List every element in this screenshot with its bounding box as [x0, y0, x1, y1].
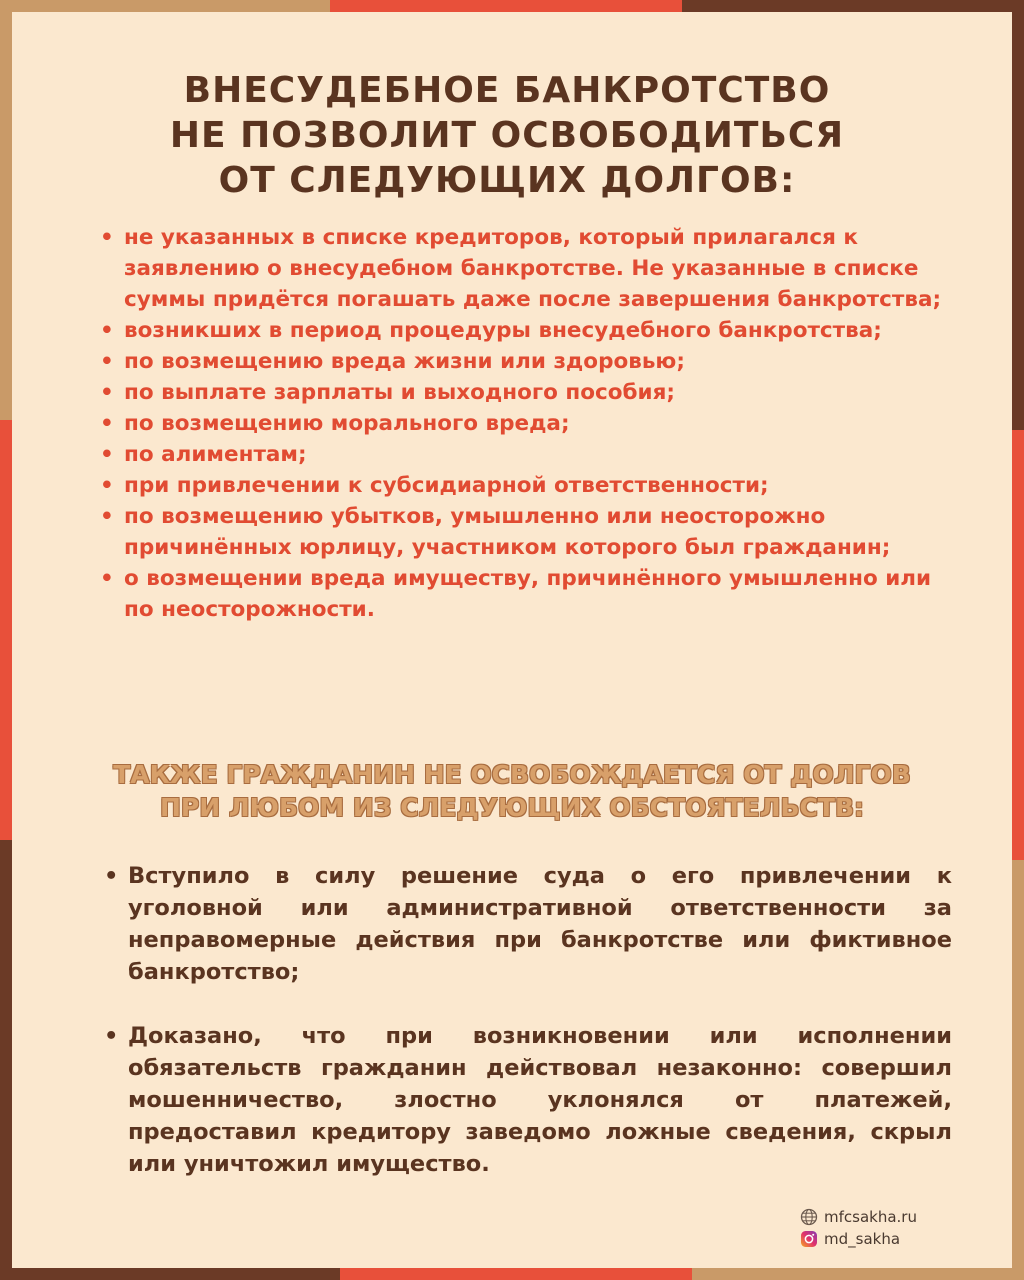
list-item: • возникших в период процедуры внесудебного банкротства;: [100, 315, 960, 346]
frame-right-bottom: [1012, 860, 1024, 1280]
frame-left-bottom: [0, 840, 12, 1280]
subtitle-line-2: ПРИ ЛЮБОМ ИЗ СЛЕДУЮЩИХ ОБСТОЯТЕЛЬСТВ:: [160, 793, 864, 822]
frame-bottom-left: [0, 1268, 340, 1280]
footer-contacts: [800, 1206, 917, 1250]
list-item: • при привлечении к субсидиарной ответственности;: [100, 470, 960, 501]
frame-bottom-right: [692, 1268, 1024, 1280]
frame-left-top: [0, 0, 12, 420]
title-line-3: ОТ СЛЕДУЮЩИХ ДОЛГОВ:: [218, 160, 796, 201]
frame-bottom-middle: [340, 1268, 692, 1280]
list-item: • Доказано, что при возникновении или исполнении обязательств гражданин действовал незаконно: совершил мошенничество, злостно уклонялся от платежей, предоставил кредитору заведомо ложные сведения, скрыл или уничтожил имущество.: [104, 1020, 952, 1180]
frame-top-middle: [330, 0, 682, 12]
frame-top-right: [682, 0, 1024, 12]
list-item: • по алиментам;: [100, 439, 960, 470]
circumstances-list: [104, 860, 952, 1180]
frame-right-top: [1012, 0, 1024, 430]
section-subtitle: [0, 758, 1024, 824]
list-item: • не указанных в списке кредиторов, который прилагался к заявлению о внесудебном банкротстве. Не указанные в списке суммы придётся погашать даже после завершения банкротства;: [100, 222, 960, 315]
page-title: [0, 68, 1014, 203]
list-item: • по возмещению убытков, умышленно или неосторожно причинённых юрлицу, участником которого был гражданин;: [100, 501, 960, 563]
subtitle-line-1: ТАКЖЕ ГРАЖДАНИН НЕ ОСВОБОЖДАЕТСЯ ОТ ДОЛГОВ: [113, 760, 911, 789]
title-line-1: ВНЕСУДЕБНОЕ БАНКРОТСТВО: [183, 70, 831, 111]
list-item: • по выплате зарплаты и выходного пособия;: [100, 377, 960, 408]
website-link[interactable]: [800, 1206, 917, 1228]
title-line-2: НЕ ПОЗВОЛИТ ОСВОБОДИТЬСЯ: [169, 115, 845, 156]
list-item: • о возмещении вреда имуществу, причинённого умышленно или по неосторожности.: [100, 563, 960, 625]
list-item: • по возмещению морального вреда;: [100, 408, 960, 439]
list-item: • Вступило в силу решение суда о его привлечении к уголовной или административной ответственности за неправомерные действия при банкротстве или фиктивное банкротство;: [104, 860, 952, 988]
list-item: • по возмещению вреда жизни или здоровью;: [100, 346, 960, 377]
debts-list: [100, 222, 960, 625]
globe-icon: [800, 1208, 818, 1226]
website-text: mfcsakha.ru: [824, 1208, 917, 1226]
instagram-text: md_sakha: [824, 1230, 901, 1248]
frame-top-left: [0, 0, 330, 12]
instagram-icon: [800, 1230, 818, 1248]
instagram-link[interactable]: [800, 1228, 917, 1250]
